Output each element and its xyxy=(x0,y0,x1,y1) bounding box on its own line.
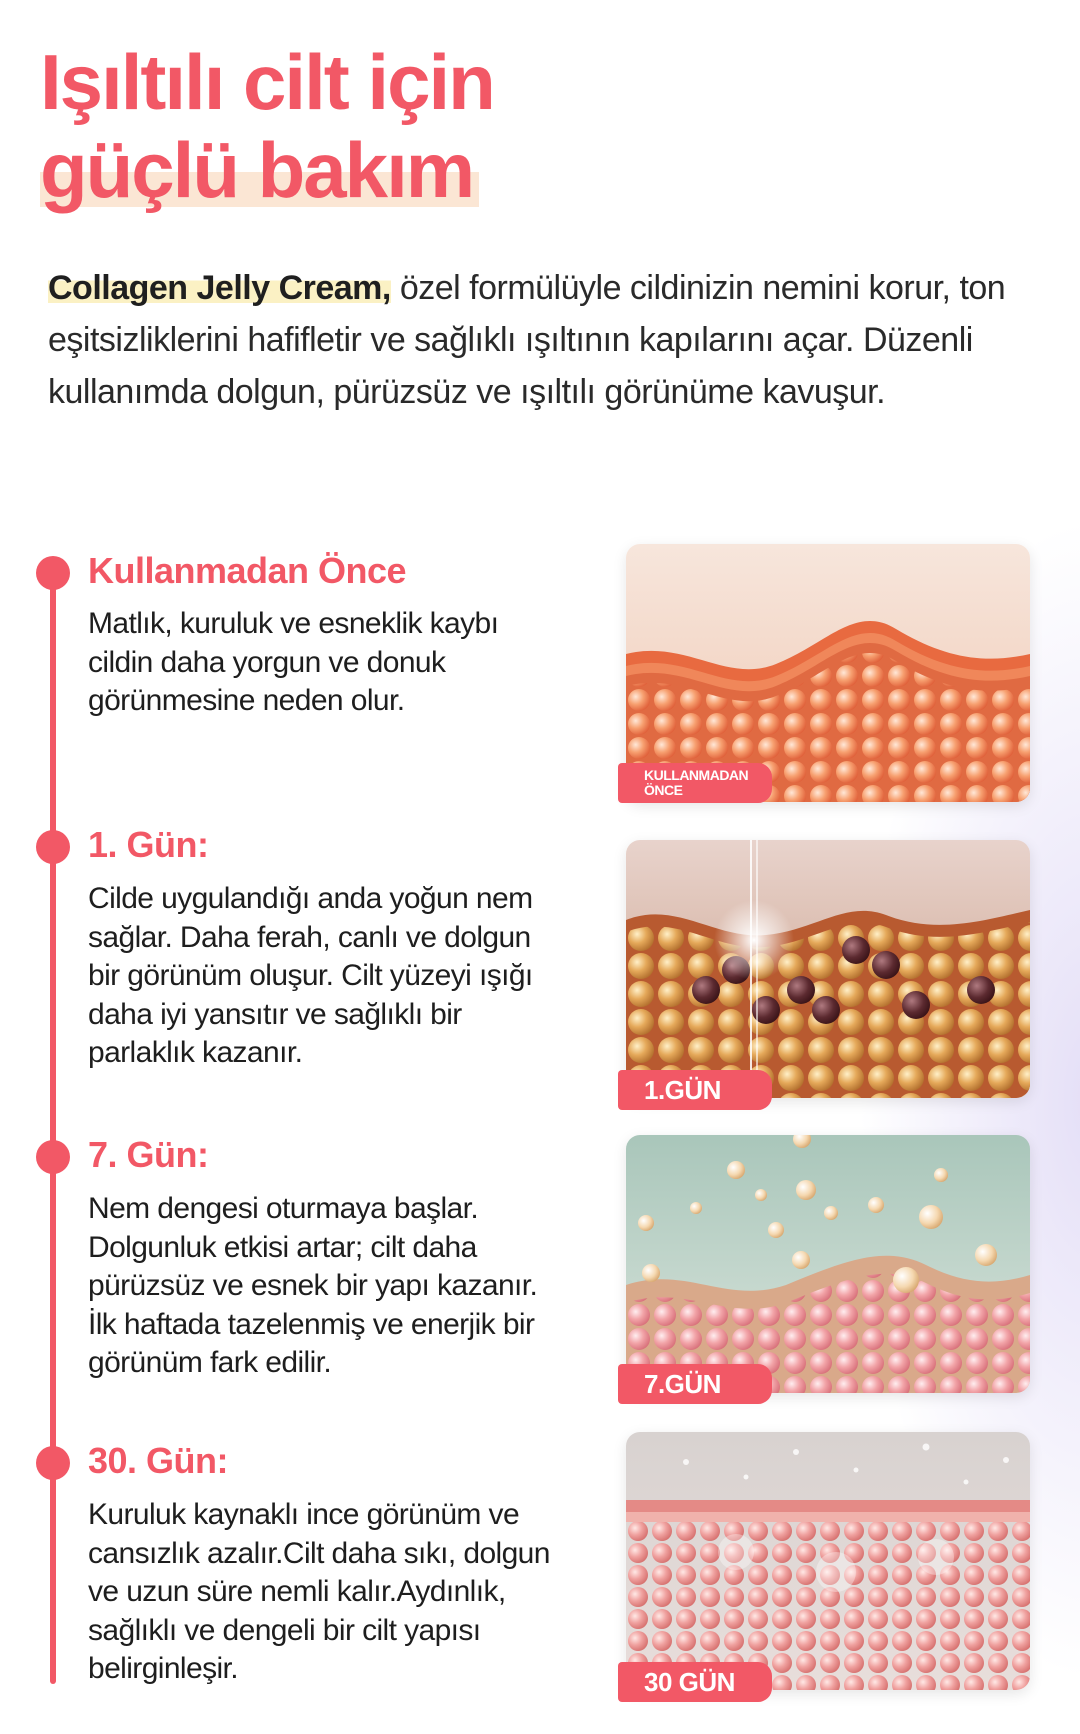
badge-label: 7.GÜN xyxy=(644,1368,721,1399)
timeline-dot xyxy=(36,830,70,864)
title-line-2 xyxy=(40,126,494,214)
timeline-dot xyxy=(36,1446,70,1480)
step-title: Kullanmadan Önce xyxy=(88,550,407,591)
badge-day-30 xyxy=(618,1662,772,1702)
timeline-dot xyxy=(36,556,70,590)
timeline-dot xyxy=(36,1140,70,1174)
step-title: 7. Gün: xyxy=(88,1134,209,1175)
skin-illustration-day-1 xyxy=(626,840,1030,1098)
badge-line-1: KULLANMADAN xyxy=(644,767,749,783)
badge-day-7 xyxy=(618,1364,772,1404)
title-line-1: Işıltılı cilt için xyxy=(40,38,494,126)
step-description: Kuruluk kaynaklı ince görünüm ve cansızlık azalır.Cilt daha sıkı, dolgun ve uzun süre nemli kalır.Aydınlık, sağlıklı ve dengeli bir cilt yapısı belirginleşir. xyxy=(88,1498,550,1685)
step-title: 30. Gün: xyxy=(88,1440,229,1481)
title-line-2-text: güçlü bakım xyxy=(40,126,479,214)
skin-illustration-day-30 xyxy=(626,1432,1030,1690)
badge-label: 1.GÜN xyxy=(644,1074,721,1105)
step-description: Cilde uygulandığı anda yoğun nem sağlar. Daha ferah, canlı ve dolgun bir görünüm oluşur. Cilt yüzeyi ışığı daha iyi yansıtır ve sağlıklı bir parlaklık kazanır. xyxy=(88,882,533,1069)
skin-day-30-image xyxy=(626,1432,1030,1690)
intro-paragraph xyxy=(48,262,1018,418)
step-title: 1. Gün: xyxy=(88,824,209,865)
badge-before-use xyxy=(618,763,772,803)
intro-text: özel formülüyle cildinizin nemini korur, ton eşitsizliklerini hafifletir ve sağlıklı ışıltının kapılarını açar. Düzenli kullanımda dolgun, pürüzsüz ve ışıltılı görünüme kavuşur. xyxy=(48,269,1006,411)
timeline-line xyxy=(50,572,56,1684)
badge-label xyxy=(644,768,748,798)
badge-label: 30 GÜN xyxy=(644,1666,735,1697)
step-description: Matlık, kuruluk ve esneklik kaybı cildin daha yorgun ve donuk görünmesine neden olur. xyxy=(88,607,499,717)
badge-day-1 xyxy=(618,1070,772,1110)
product-name: Collagen Jelly Cream, xyxy=(48,269,391,307)
badge-line-2: ÖNCE xyxy=(644,782,683,798)
step-description: Nem dengesi oturmaya başlar. Dolgunluk etkisi artar; cilt daha pürüzsüz ve esnek bir yapı kazanır. İlk haftada tazelenmiş ve enerjik bir görünüm fark edilir. xyxy=(88,1192,538,1379)
skin-day-1-image xyxy=(626,840,1030,1098)
page-title xyxy=(40,38,494,214)
skin-day-7-image xyxy=(626,1135,1030,1393)
skin-illustration-day-7 xyxy=(626,1135,1030,1393)
